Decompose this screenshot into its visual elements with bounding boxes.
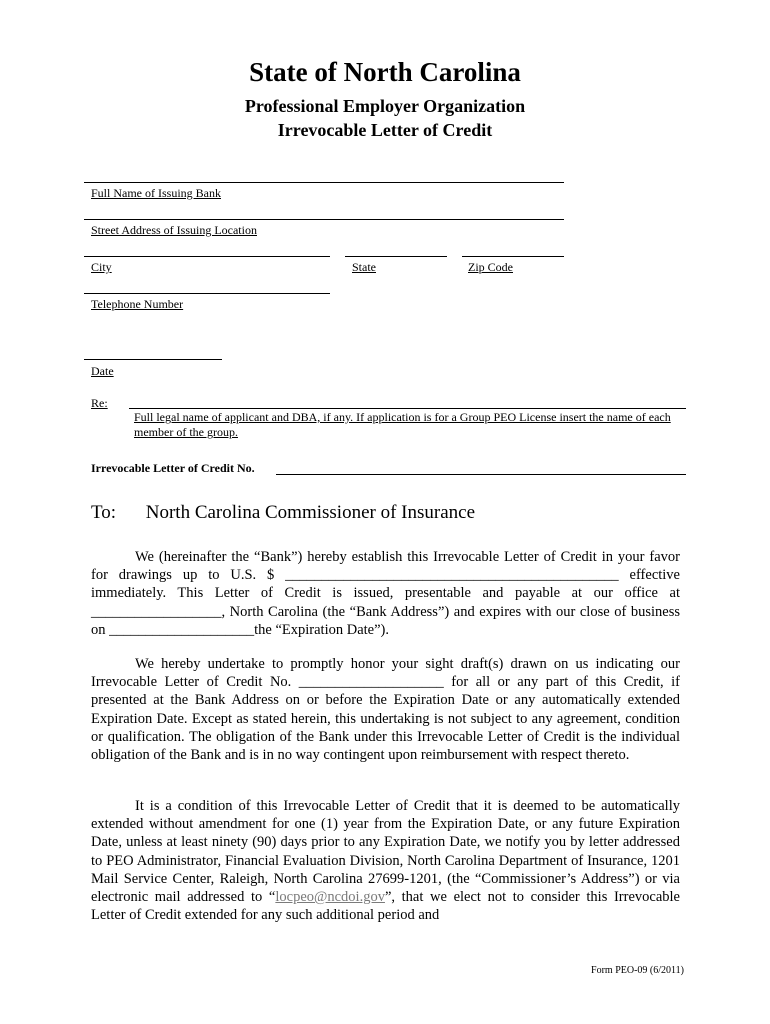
re-label: Re: — [91, 396, 108, 410]
email-link[interactable]: locpeo@ncdoi.gov — [275, 889, 385, 906]
addressee-line — [91, 501, 475, 525]
document-title: State of North Carolina — [249, 57, 521, 87]
paragraph-condition-text-end: ”, that we elect not to consider this Irrevocable Letter of Credit extended for any such additional period and — [91, 889, 680, 924]
zip-code-field[interactable] — [462, 256, 564, 274]
form-number: Form PEO-09 (6/2011) — [591, 965, 684, 976]
body-paragraph-undertake — [91, 655, 680, 764]
date-label: Date — [91, 364, 114, 378]
body-paragraph-establish — [91, 548, 680, 639]
letter-of-credit-number-field[interactable] — [276, 474, 686, 475]
telephone-field[interactable] — [84, 293, 330, 311]
city-field[interactable] — [84, 256, 330, 274]
letter-of-credit-number-label: Irrevocable Letter of Credit No. — [91, 461, 255, 475]
document-subtitle-organization: Professional Employer Organization — [244, 96, 526, 116]
document-subtitle-letter: Irrevocable Letter of Credit — [277, 120, 493, 140]
state-label: State — [352, 260, 376, 274]
to-label: To: — [91, 502, 117, 523]
body-paragraph-condition — [91, 797, 680, 924]
street-address-field[interactable] — [84, 219, 564, 237]
date-field[interactable] — [84, 359, 222, 378]
paragraph-condition-text-start: It is a condition of this Irrevocable Letter of Credit that it is deemed to be automatically extended without amendment for one (1) year from the Expiration Date, or any future Expiration Date, unless at least ninety (90) days prior to any Expiration Date, we notify you by letter addressed to PEO Administrator, Financial Evaluation Division, North Carolina Department of Insurance, 1201 Mail Service Center, Raleigh, North Carolina 27699-1201, (the “Commissioner’s Address”) or via electronic mail addressed to “ — [91, 798, 680, 906]
telephone-label: Telephone Number — [91, 297, 184, 311]
paragraph-undertake-text: We hereby undertake to promptly honor your sight draft(s) drawn on us indicating our Irrevocable Letter of Credit No. ____________________ for all or any part of this Credit, if presented at the Bank Address on or before the Expiration Date or any automatically extended Expiration Date. Except as stated herein, this undertaking is not subject to any agreement, condition or qualification. The obligation of the Bank under this Irrevocable Letter of Credit is the individual obligation of the Bank and is in no way contingent upon reimbursement with respect thereto. — [91, 656, 680, 764]
zip-code-label: Zip Code — [468, 260, 513, 274]
state-field[interactable] — [345, 256, 447, 274]
applicant-name-field[interactable] — [129, 408, 686, 409]
city-label: City — [91, 260, 112, 274]
street-address-label: Street Address of Issuing Location — [91, 223, 257, 237]
paragraph-establish-text: We (hereinafter the “Bank”) hereby establish this Irrevocable Letter of Credit in your favor for drawings up to U.S. $ ______________________________________________ effective immediately. This Letter of Credit is issued, presentable and payable at our office at __________________, North Carolina (the “Bank Address”) and expires with our close of business on ____________________the “Expiration Date”). — [91, 549, 680, 638]
addressee-name: North Carolina Commissioner of Insurance — [145, 502, 476, 523]
applicant-name-instruction: Full legal name of applicant and DBA, if any. If application is for a Group PEO License insert the name of each member of the group. — [134, 410, 671, 439]
bank-name-field[interactable] — [84, 182, 564, 200]
bank-name-label: Full Name of Issuing Bank — [91, 186, 221, 200]
